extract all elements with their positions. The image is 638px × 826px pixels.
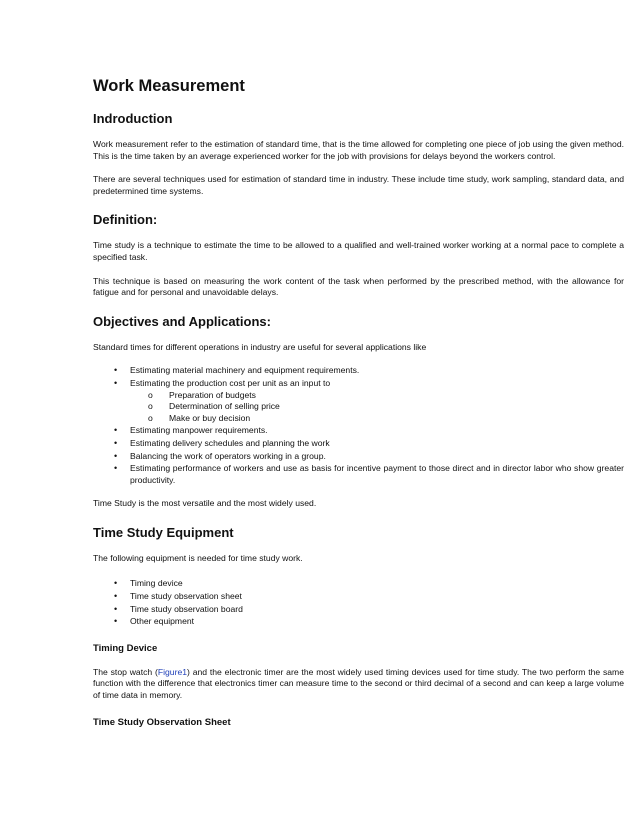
introduction-paragraph-1: Work measurement refer to the estimation of standard time, that is the time allowed for completing one piece of job using the given method. This is the time taken by an average experienced worker for the job with provisions for delays beyond the workers control. bbox=[93, 139, 624, 161]
list-item bbox=[93, 616, 624, 628]
list-item bbox=[93, 438, 624, 450]
list-item-text: Estimating manpower requirements. bbox=[130, 425, 268, 436]
list-item-text: Time study observation board bbox=[130, 603, 243, 614]
equipment-heading: Time Study Equipment bbox=[93, 524, 234, 540]
bullet-icon: • bbox=[114, 450, 118, 461]
sub-list-item bbox=[130, 390, 624, 402]
introduction-heading: Indroduction bbox=[93, 111, 173, 126]
definition-heading: Definition: bbox=[93, 212, 158, 228]
timing-device-heading: Timing Device bbox=[93, 642, 158, 654]
objectives-heading: Objectives and Applications: bbox=[93, 313, 271, 329]
list-item bbox=[93, 604, 624, 616]
sub-list-item bbox=[130, 413, 624, 425]
document-page bbox=[93, 76, 624, 741]
introduction-paragraph-2: There are several techniques used for estimation of standard time in industry. These include time study, work sampling, standard data, and predetermined time systems. bbox=[93, 174, 624, 196]
circle-bullet-icon: o bbox=[148, 401, 153, 412]
sub-list-item-text: Make or buy decision bbox=[169, 412, 251, 423]
list-item bbox=[93, 451, 624, 463]
list-item-text: Estimating the production cost per unit as an input to bbox=[130, 377, 331, 388]
definition-paragraph-2: This technique is based on measuring the work content of the task when performed by the prescribed method, with the allowance for fatigue and for personal and unavoidable delays. bbox=[93, 275, 624, 298]
sub-list-item bbox=[130, 401, 624, 413]
list-item bbox=[93, 365, 624, 377]
equipment-list bbox=[93, 578, 624, 627]
sub-list-item-text: Preparation of budgets bbox=[169, 389, 256, 400]
equipment-intro: The following equipment is needed for time study work. bbox=[93, 552, 303, 563]
bullet-icon: • bbox=[114, 603, 118, 614]
bullet-icon: • bbox=[114, 578, 118, 589]
bullet-icon: • bbox=[114, 591, 118, 602]
bullet-icon: • bbox=[114, 377, 118, 388]
list-item bbox=[93, 578, 624, 590]
list-item bbox=[93, 463, 624, 486]
bullet-icon: • bbox=[114, 425, 118, 436]
list-item bbox=[93, 591, 624, 603]
list-item-text: Time study observation sheet bbox=[130, 591, 242, 602]
circle-bullet-icon: o bbox=[148, 389, 153, 400]
list-item bbox=[93, 378, 624, 424]
timing-device-text-end: ) and the electronic timer are the most widely used timing devices used for time study. The two perform the same function with the difference that electronics timer can measure time to the second or third decimal of a second and can keep a large volume of time data in memory. bbox=[93, 666, 624, 701]
list-item-text: Other equipment bbox=[130, 616, 195, 627]
list-item-text: Estimating performance of workers and use as basis for incentive payment to those direct and in director labor who show greater productivity. bbox=[130, 463, 624, 485]
sub-list bbox=[130, 390, 624, 425]
list-item-text: Timing device bbox=[130, 578, 183, 589]
objectives-list bbox=[93, 365, 624, 486]
bullet-icon: • bbox=[114, 437, 118, 448]
list-item-text: Estimating material machinery and equipment requirements. bbox=[130, 365, 360, 376]
timing-device-text-start: The stop watch ( bbox=[93, 666, 158, 677]
observation-sheet-heading: Time Study Observation Sheet bbox=[93, 716, 231, 728]
circle-bullet-icon: o bbox=[148, 412, 153, 423]
bullet-icon: • bbox=[114, 616, 118, 627]
timing-device-paragraph bbox=[93, 667, 624, 702]
definition-paragraph-1: Time study is a technique to estimate the time to be allowed to a qualified and well-trained worker working at a normal pace to complete a specified task. bbox=[93, 240, 624, 262]
bullet-icon: • bbox=[114, 365, 118, 376]
sub-list-item-text: Determination of selling price bbox=[169, 401, 280, 412]
objectives-closing: Time Study is the most versatile and the most widely used. bbox=[93, 498, 317, 509]
list-item-text: Balancing the work of operators working in a group. bbox=[130, 450, 326, 461]
objectives-intro: Standard times for different operations in industry are useful for several applications like bbox=[93, 341, 427, 352]
bullet-icon: • bbox=[114, 463, 118, 474]
document-title: Work Measurement bbox=[93, 77, 245, 95]
list-item-text: Estimating delivery schedules and planning the work bbox=[130, 437, 330, 448]
figure-link[interactable]: Figure1 bbox=[157, 666, 187, 677]
list-item bbox=[93, 425, 624, 437]
